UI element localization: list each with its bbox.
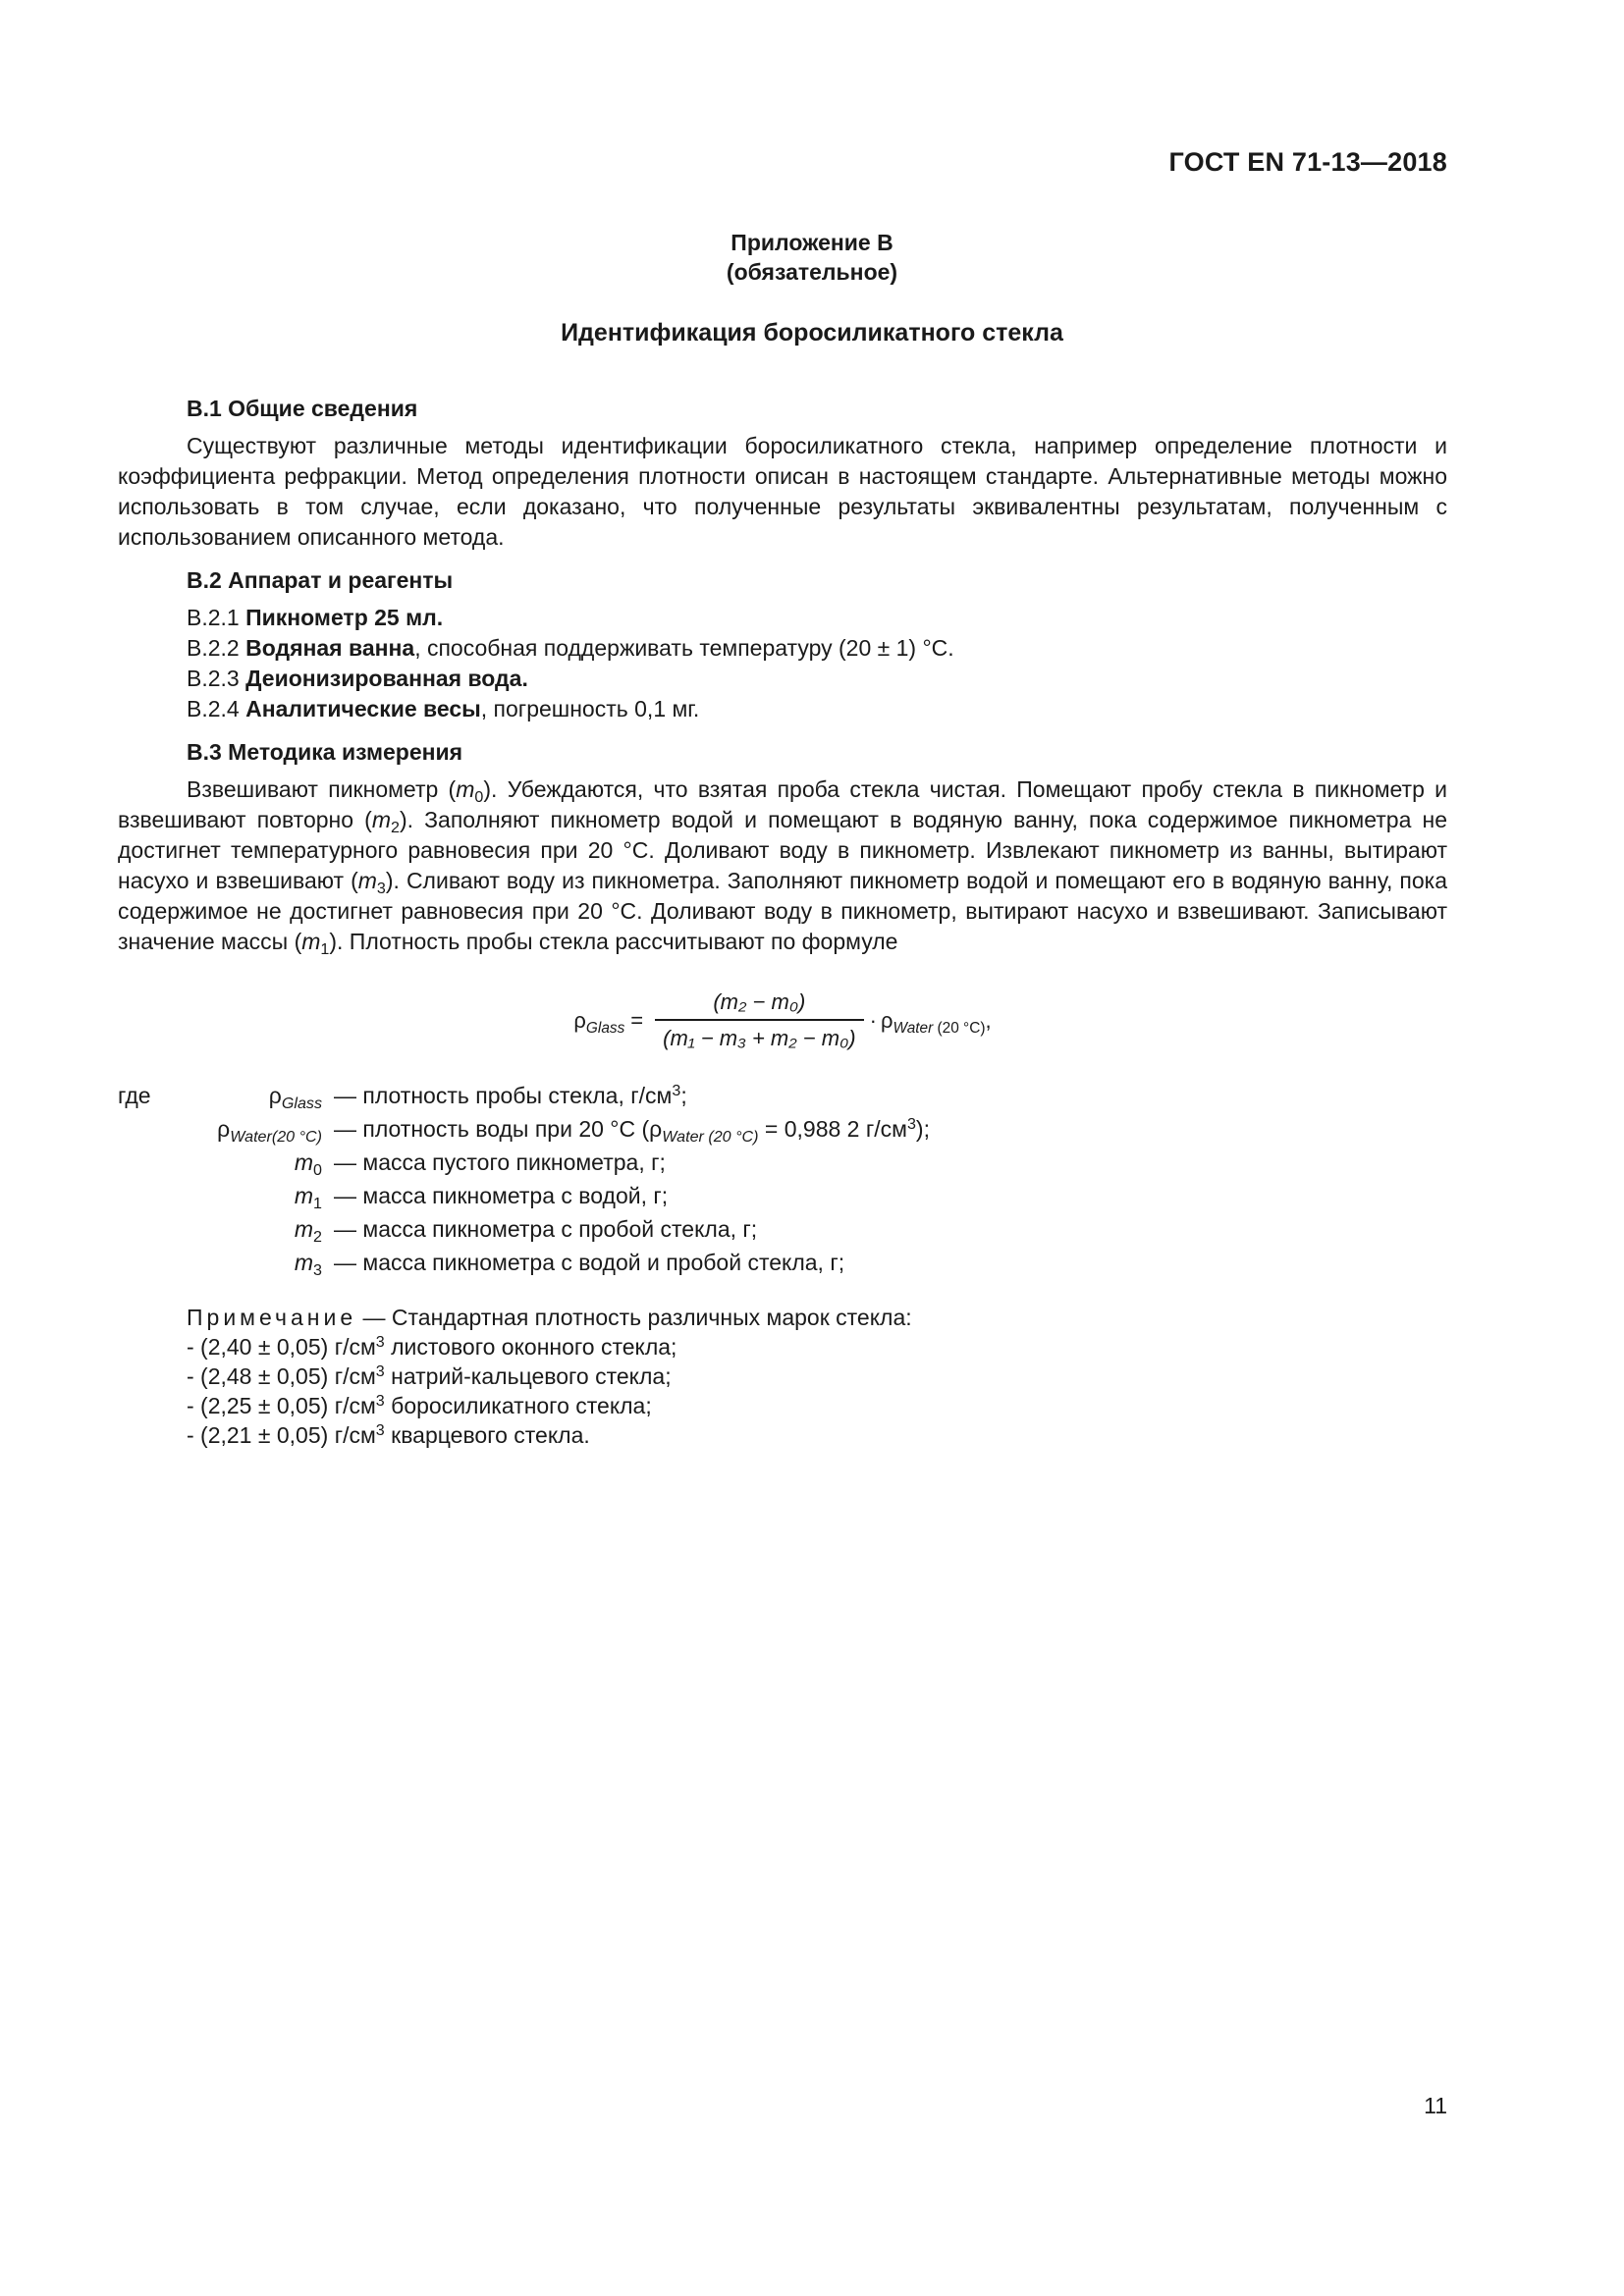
document-body (118, 393, 1447, 1450)
section-b3-heading: В.3 Методика измерения (187, 739, 463, 765)
formula-comma: , (985, 1007, 992, 1033)
legend-row (118, 1179, 1447, 1212)
legend-row (118, 1079, 1447, 1112)
rho-water-symbol: $\rho_{Water (20 ^\circ C)}$ (880, 1007, 986, 1037)
document-code: ГОСТ EN 71-13—2018 (1168, 147, 1447, 177)
legend-text: — масса пикнометра с пробой стекла, г; (334, 1216, 758, 1242)
legend-row (118, 1246, 1447, 1279)
item-term: Пикнометр 25 мл. (245, 605, 444, 630)
annex-heading (0, 228, 1624, 287)
item-term: Аналитические весы (245, 696, 481, 721)
list-item (187, 633, 1447, 664)
page-number: 11 (1424, 2093, 1447, 2118)
legend-symbol: $m_0$ (294, 1149, 322, 1179)
annex-label: Приложение В (731, 230, 893, 255)
section-b2-heading: В.2 Аппарат и реагенты (187, 567, 454, 593)
list-item: - (2,48 ± 0,05) $г/см^3$ натрий-кальцевого стекла; (187, 1362, 672, 1389)
legend-text: — масса пустого пикнометра, г; (334, 1149, 666, 1175)
list-item: - (2,40 ± 0,05) $г/см^3$ листового оконного стекла; (187, 1333, 677, 1360)
legend-text: — плотность пробы стекла, $г/см^3$; (334, 1082, 687, 1108)
legend-row (118, 1212, 1447, 1246)
formula-fraction (655, 987, 864, 1053)
legend-symbol: $m_3$ (294, 1250, 322, 1279)
rho-glass-symbol: $\rho_{Glass}$ (573, 1007, 625, 1037)
legend-text: — масса пикнометра с водой, г; (334, 1183, 669, 1208)
list-item: - (2,25 ± 0,05) $г/см^3$ боросиликатного стекла; (187, 1392, 652, 1418)
note-intro: — Стандартная плотность различных марок стекла: (356, 1305, 912, 1330)
item-number: В.2.4 (187, 696, 240, 721)
legend-row (118, 1112, 1447, 1146)
item-term: Деионизированная вода. (245, 666, 528, 691)
list-item (187, 603, 1447, 633)
item-number: В.2.1 (187, 605, 240, 630)
legend-row (118, 1146, 1447, 1179)
legend-symbol: $\rho_{Water(20 ^\circ C)}$ (217, 1116, 322, 1146)
multiply-dot: · (869, 1007, 877, 1033)
list-item (187, 664, 1447, 694)
section-b3-text: Взвешивают пикнометр $(m_0)$. Убеждаются, что взятая проба стекла чистая. Помещают пробу стекла в пикнометр и взвешивают повторно $(m_2)$. Заполняют пикнометр водой и помещают в водяную ванну, пока содержимое пикнометра не достигнет температурного равновесия при 20 °C. Доливают воду в пикнометр. Извлекают пикнометр из ванны, вытирают насухо и взвешивают $(m_3)$. Сливают воду из пикнометра. Заполняют пикнометр водой и помещают его в водяную ванну, пока содержимое не достигнет равновесия при 20 °C. Доливают воду в пикнометр, вытирают насухо и взвешивают. Записывают значение массы $(m_1)$. Плотность пробы стекла рассчитывают по формуле (118, 776, 1448, 958)
item-rest: , погрешность 0,1 мг. (480, 696, 700, 721)
density-formula (118, 987, 1447, 1053)
list-item (187, 694, 1447, 724)
item-number: В.2.3 (187, 666, 240, 691)
note-heading (187, 1303, 1447, 1332)
legend-symbol: $m_1$ (294, 1183, 322, 1212)
annex-status: (обязательное) (726, 259, 898, 285)
legend-text: — плотность воды при 20 °C ($\rho_{Water (20 ^\circ C)} = 0,988$ 2 $г/см^3$); (334, 1115, 930, 1146)
formula-numerator: (m₂ − m₀) (713, 989, 806, 1014)
legend-symbol: $\rho_{Glass}$ (268, 1083, 322, 1112)
formula-denominator: (m₁ − m₃ + m₂ − m₀) (655, 1019, 864, 1053)
item-number: В.2.2 (187, 635, 240, 661)
equals-sign: = (630, 1007, 644, 1033)
note-label: Примечание (187, 1305, 357, 1330)
item-rest: , способная поддерживать температуру (20 ± 1) °C. (414, 635, 954, 661)
symbol-legend (118, 1079, 1447, 1279)
legend-symbol: $m_2$ (294, 1216, 322, 1246)
list-item: - (2,21 ± 0,05) $г/см^3$ кварцевого стекла. (187, 1421, 590, 1448)
legend-where: где (118, 1083, 151, 1108)
annex-title: Идентификация боросиликатного стекла (561, 319, 1063, 347)
section-b1-text: Существуют различные методы идентификации боросиликатного стекла, например определение плотности и коэффициента рефракции. Метод определения плотности описан в настоящем стандарте. Альтернативные методы можно использовать в том случае, если доказано, что полученные результаты эквивалентны результатам, полученным с использованием описанного метода. (118, 433, 1447, 550)
legend-text: — масса пикнометра с водой и пробой стекла, г; (334, 1250, 845, 1275)
item-term: Водяная ванна (245, 635, 415, 661)
section-b1-heading: В.1 Общие сведения (187, 396, 418, 421)
note-block (187, 1303, 1447, 1450)
